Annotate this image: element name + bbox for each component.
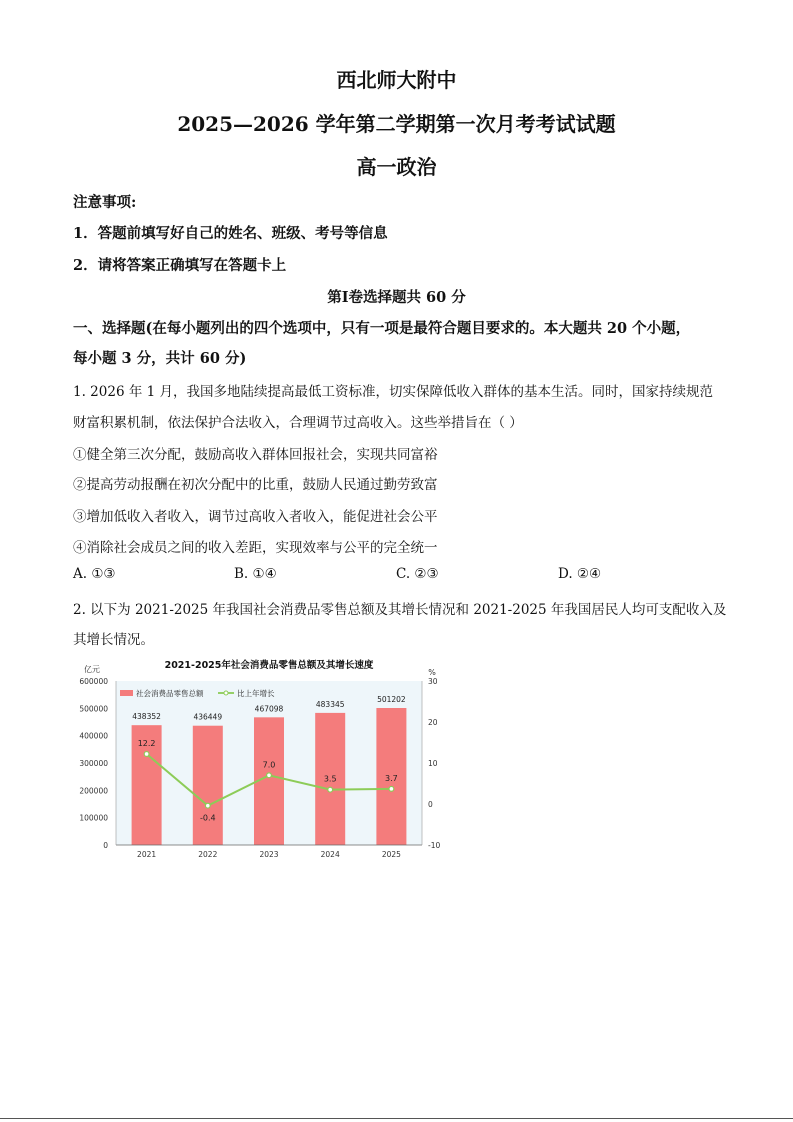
q1-choice-b[interactable]: B. ①④ [234, 566, 277, 582]
legend-bar-label: 社会消费品零售总额 [136, 689, 204, 698]
y2-tick-label: 10 [428, 759, 438, 768]
page-bottom-rule [0, 1118, 793, 1119]
q1-choice-a[interactable]: A. ①③ [73, 566, 116, 582]
growth-label-2022: -0.4 [199, 813, 216, 823]
y-tick-label: 300000 [79, 759, 108, 768]
x-tick-label-2022: 2022 [198, 850, 218, 859]
legend-bar-swatch [120, 690, 133, 696]
bar-label-2024: 483345 [315, 699, 345, 709]
q1-option-2: ②提高劳动报酬在初次分配中的比重，鼓励人民通过勤劳致富 [73, 477, 438, 493]
y-tick-label: 200000 [79, 786, 108, 796]
growth-point-2021 [144, 752, 149, 757]
growth-point-2025 [389, 786, 394, 791]
bar-label-2022: 436449 [193, 712, 223, 722]
bar-2022 [193, 726, 223, 845]
y2-axis-unit: % [428, 668, 436, 677]
q2-stem-line2: 其增长情况。 [73, 632, 154, 648]
section-title: 第Ⅰ卷选择题共 60 分 [327, 289, 466, 306]
growth-point-2022 [205, 803, 210, 808]
legend-line-marker [224, 691, 228, 695]
growth-label-2021: 12.2 [137, 738, 156, 748]
x-tick-label-2021: 2021 [137, 850, 157, 859]
q1-option-1: ①健全第三次分配，鼓励高收入群体回报社会，实现共同富裕 [73, 447, 438, 463]
y-tick-label: 600000 [79, 677, 108, 686]
growth-label-2023: 7.0 [262, 760, 276, 770]
notes-heading: 注意事项: [73, 194, 137, 211]
q1-choice-d[interactable]: D. ②④ [558, 566, 602, 582]
q1-stem-line2: 财富积累机制，依法保护合法收入，合理调节过高收入。这些举措旨在（ ） [73, 415, 523, 431]
legend-line-label: 比上年增长 [237, 689, 275, 698]
y-tick-label: 100000 [79, 813, 108, 823]
q1-option-4: ④消除社会成员之间的收入差距，实现效率与公平的完全统一 [73, 540, 438, 556]
bar-label-2023: 467098 [254, 704, 284, 714]
y2-tick-label: 30 [428, 677, 438, 686]
y-tick-label: 0 [103, 841, 108, 850]
y-tick-label: 400000 [79, 731, 108, 741]
growth-point-2023 [267, 773, 272, 778]
growth-point-2024 [328, 787, 333, 792]
retail-sales-chart [70, 655, 450, 865]
x-tick-label-2023: 2023 [259, 850, 279, 859]
bar-label-2021: 438352 [132, 712, 161, 722]
exam-title: 2025—2026 学年第二学期第一次月考考试试题 [177, 112, 616, 136]
y2-tick-label: 20 [428, 718, 438, 727]
q1-choice-c[interactable]: C. ②③ [396, 566, 439, 582]
y-tick-label: 500000 [79, 704, 108, 714]
q2-stem-line1: 2. 以下为 2021-2025 年我国社会消费品零售总额及其增长情况和 2021-2025 年我国居民人均可支配收入及 [73, 602, 727, 618]
growth-label-2024: 3.5 [323, 774, 337, 784]
chart-title: 2021-2025年社会消费品零售总额及其增长速度 [164, 660, 374, 671]
bar-label-2025: 501202 [377, 695, 406, 705]
y2-tick-label: -10 [428, 841, 441, 850]
growth-label-2025: 3.7 [385, 773, 398, 783]
q1-option-3: ③增加低收入者收入，调节过高收入者收入，能促进社会公平 [73, 509, 438, 525]
y2-tick-label: 0 [428, 800, 433, 809]
section-instruction-line2: 每小题 3 分，共计 60 分) [73, 350, 247, 367]
q1-stem-line1: 1. 2026 年 1 月，我国多地陆续提高最低工资标准，切实保障低收入群体的基本生活。同时，国家持续规范 [73, 384, 713, 400]
x-tick-label-2025: 2025 [381, 850, 401, 859]
y-axis-unit: 亿元 [84, 665, 100, 674]
school-name: 西北师大附中 [336, 68, 457, 92]
note-item-1: 1．答题前填写好自己的姓名、班级、考号等信息 [73, 225, 388, 242]
note-item-2: 2．请将答案正确填写在答题卡上 [73, 257, 287, 274]
x-tick-label-2024: 2024 [320, 850, 340, 859]
subject-title: 高一政治 [356, 155, 437, 179]
section-instruction-line1: 一、选择题(在每小题列出的四个选项中，只有一项是最符合题目要求的。本大题共 20 个小题， [73, 320, 691, 337]
